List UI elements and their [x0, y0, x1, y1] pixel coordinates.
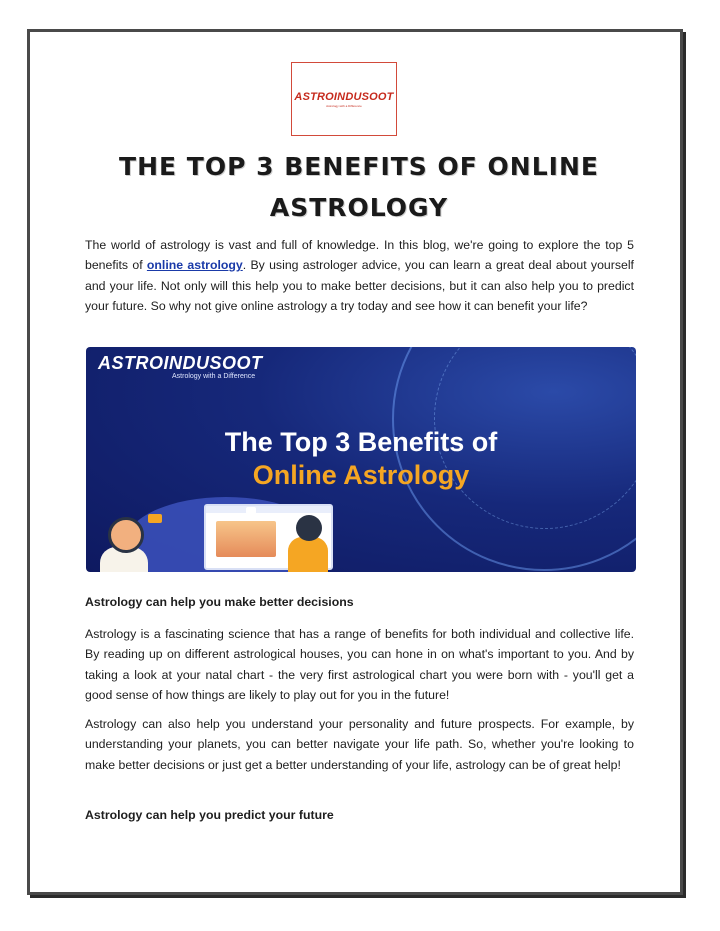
person-with-headset-icon: [108, 517, 144, 553]
title-line-2: ASTROLOGY: [269, 193, 449, 222]
screen-picture: [216, 521, 276, 557]
page-title: [85, 146, 633, 228]
section-heading-decisions: Astrology can help you make better decisions: [85, 595, 354, 609]
online-astrology-link[interactable]: online astrology: [146, 258, 243, 273]
banner-brand-tagline: Astrology with a Difference: [172, 373, 256, 380]
intro-paragraph: [85, 235, 634, 317]
astrologer-head-icon: [296, 515, 322, 541]
section-paragraph: Astrology can also help you understand your personality and future prospects. For example, by understanding your planets, you can better navigate your life path. So, whether you're looking to make better decisions or just get a better understanding of your life, astrology can be of great help!: [85, 717, 634, 772]
banner-headline-line-2: Online Astrology: [252, 460, 470, 490]
banner-brand: ASTROINDUSOOT: [98, 353, 263, 373]
section-heading-predict-future: Astrology can help you predict your future: [85, 808, 334, 822]
astrologer-body-illustration: [288, 537, 328, 572]
logo-tagline: Astrology with a Difference: [326, 103, 362, 108]
brand-logo: [291, 62, 397, 136]
chat-bubble-icon: [148, 514, 162, 523]
intro-text-after-link: . By using astrologer advice, you can learn a great deal about yourself and your life. Not only will this help you to make better decisions, but it can also help you to predict your future. So why not give online astrology a try today and see how it can benefit your life?: [85, 258, 634, 314]
intro-text-before-link: The world of astrology is vast and full of knowledge. In this blog, we're going to explore the top 5 benefits of: [85, 238, 634, 273]
message-icon: [246, 507, 256, 514]
title-line-1: THE TOP 3 BENEFITS OF ONLINE: [119, 152, 599, 181]
banner-headline-line-1: The Top 3 Benefits of: [224, 427, 498, 457]
section-paragraph: Astrology is a fascinating science that has a range of benefits for both individual and collective life. By reading up on different astrological houses, you can hone in on what's important to you. And by taking a look at your natal chart - the very first astrological chart you were born with - you'll get a good sense of how things are likely to play out for you in the future!: [85, 627, 634, 703]
article-banner-image: [86, 347, 636, 572]
logo-text: ASTROINDUSOOT: [294, 90, 394, 103]
screen-toolbar: [206, 506, 331, 513]
